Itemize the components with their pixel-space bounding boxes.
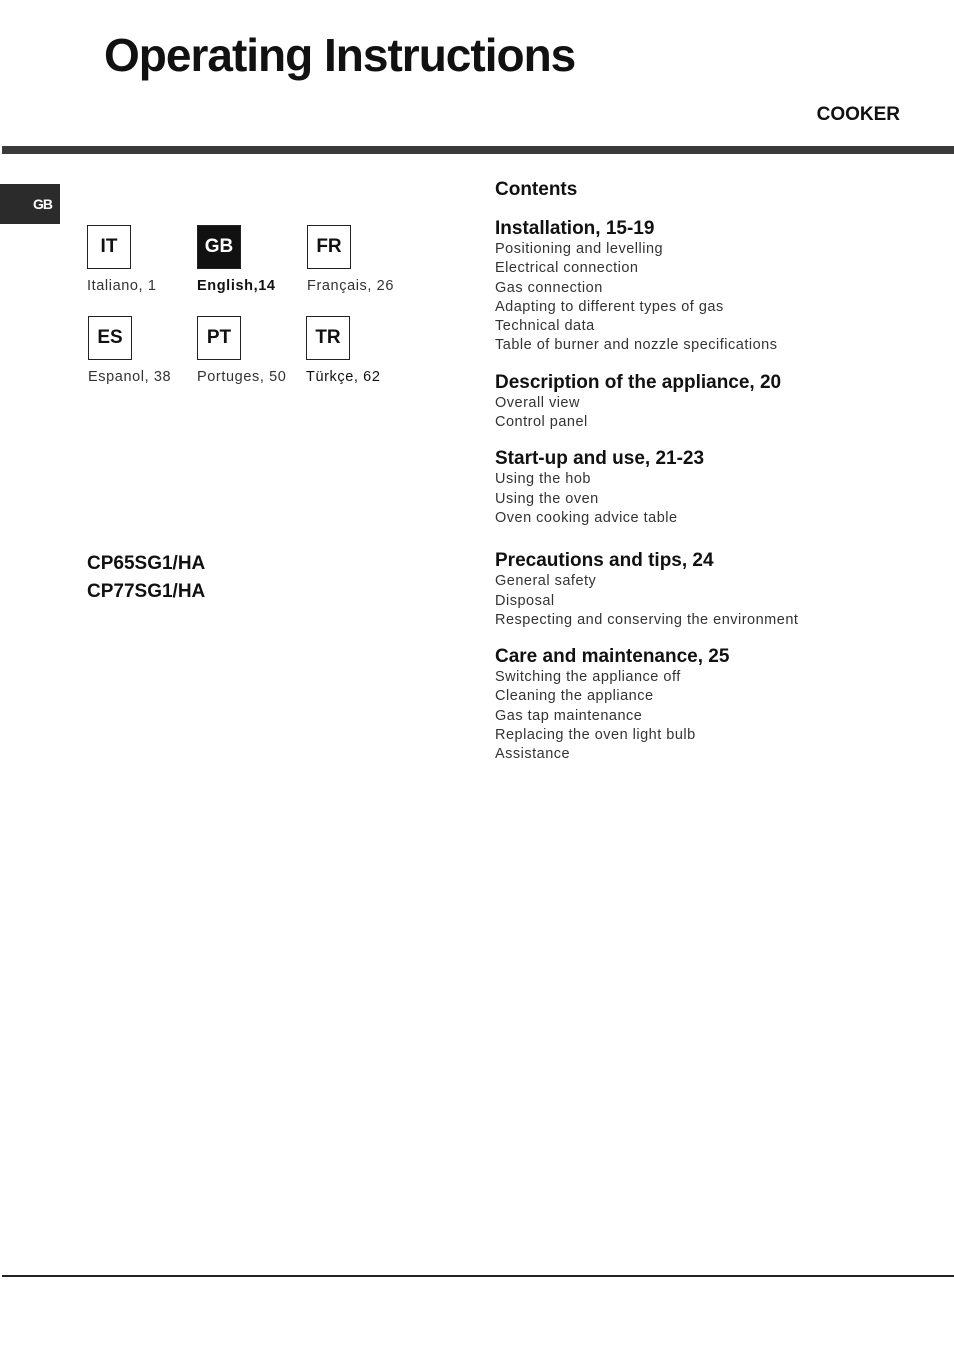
language-gb[interactable] [197, 225, 307, 294]
language-side-tab: GB [0, 184, 60, 224]
language-code-box: PT [197, 316, 241, 360]
language-pt[interactable] [197, 316, 307, 385]
toc-item[interactable]: Positioning and levelling [495, 241, 664, 257]
toc-item[interactable]: Assistance [495, 746, 571, 763]
toc-item[interactable]: Disposal [495, 592, 555, 609]
product-type: COOKER [816, 104, 900, 125]
language-label: Français, 26 [307, 278, 394, 294]
toc-item[interactable]: General safety [495, 573, 597, 590]
language-code-box: TR [306, 316, 350, 360]
language-label: Türkçe, 62 [306, 369, 381, 385]
toc-item[interactable]: Gas tap maintenance [495, 707, 643, 724]
toc-item[interactable]: Using the oven [495, 490, 599, 507]
toc-item[interactable]: Control panel [495, 414, 588, 431]
language-fr[interactable] [307, 225, 417, 294]
toc-item[interactable]: Adapting to different types of gas [495, 298, 724, 315]
toc-item[interactable]: Table of burner and nozzle specifications [495, 337, 778, 354]
language-code-box: FR [307, 225, 351, 269]
language-code-box: IT [87, 225, 131, 269]
toc-section-installation [495, 218, 935, 356]
model-number: CP77SG1/HA [87, 581, 206, 602]
toc-item[interactable]: Switching the appliance off [495, 669, 681, 686]
toc-item[interactable]: Electrical connection [495, 260, 639, 277]
toc-section-title[interactable]: Care and maintenance, 25 [495, 646, 730, 668]
toc-section-title[interactable]: Start-up and use, 21-23 [495, 448, 705, 470]
language-label: Espanol, 38 [88, 369, 172, 385]
toc-section-description [495, 372, 935, 433]
toc-section-title[interactable]: Description of the appliance, 20 [495, 371, 782, 393]
language-tr[interactable] [306, 316, 416, 385]
table-of-contents [495, 178, 935, 781]
toc-section-title[interactable]: Installation, 15-19 [495, 218, 655, 239]
page-title: Operating Instructions [104, 29, 576, 81]
toc-item[interactable]: Respecting and conserving the environment [495, 611, 799, 628]
language-es[interactable] [88, 316, 198, 385]
footer-divider [2, 1275, 954, 1277]
toc-item[interactable]: Technical data [495, 318, 595, 335]
language-code-box: ES [88, 316, 132, 360]
model-numbers [87, 550, 205, 606]
language-label: Italiano, 1 [87, 278, 157, 294]
toc-item[interactable]: Using the hob [495, 471, 591, 488]
contents-heading: Contents [495, 179, 578, 200]
toc-item[interactable]: Gas connection [495, 279, 603, 296]
header-divider [2, 146, 954, 154]
toc-section-startup [495, 448, 935, 528]
toc-item[interactable]: Replacing the oven light bulb [495, 727, 696, 744]
toc-item[interactable]: Oven cooking advice table [495, 509, 678, 526]
toc-section-title[interactable]: Precautions and tips, 24 [495, 550, 714, 572]
model-number: CP65SG1/HA [87, 553, 206, 574]
language-label: Portuges, 50 [197, 369, 287, 385]
language-code-box: GB [197, 225, 241, 269]
language-it[interactable] [87, 225, 197, 294]
toc-item[interactable]: Cleaning the appliance [495, 688, 654, 705]
toc-section-precautions [495, 550, 935, 630]
toc-section-care [495, 646, 935, 764]
toc-item[interactable]: Overall view [495, 394, 580, 411]
language-label: English,14 [197, 278, 276, 294]
